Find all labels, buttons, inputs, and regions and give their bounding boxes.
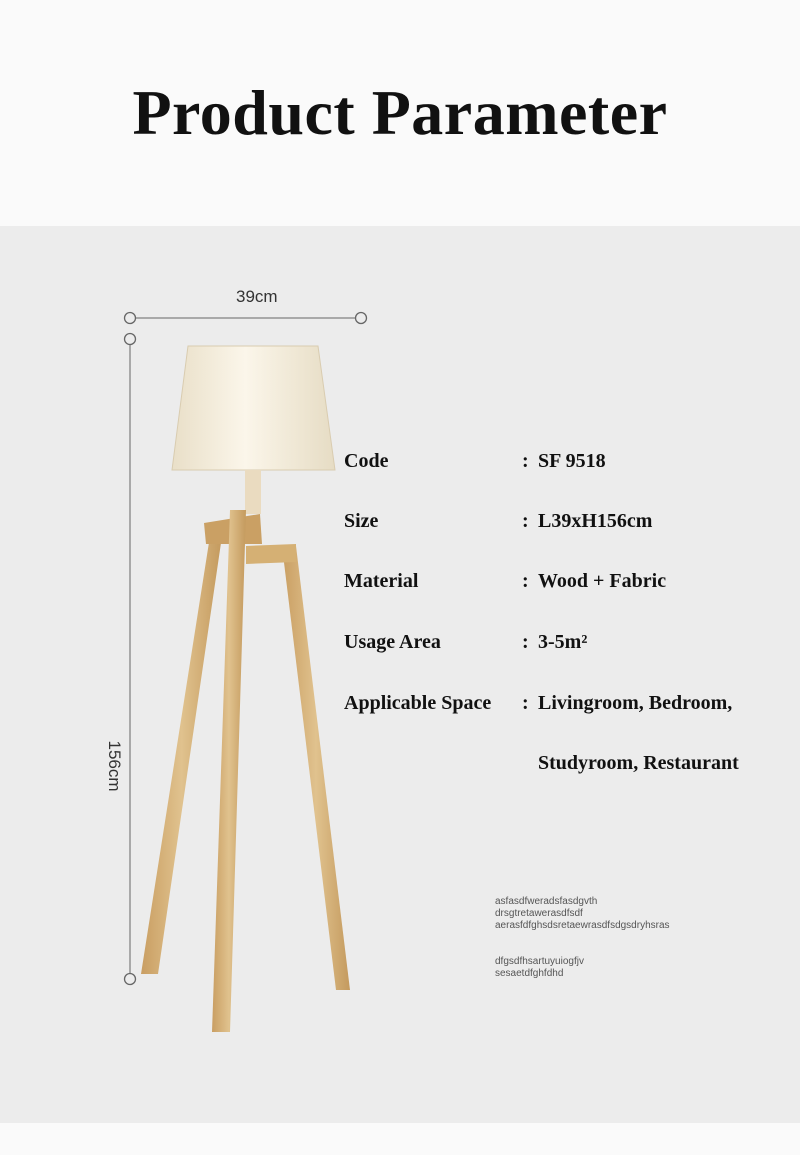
note-line: aerasfdfghsdsretaewrasdfsdgsdryhsras bbox=[495, 920, 670, 931]
spec-value: SF 9518 bbox=[538, 450, 606, 472]
width-label: 39cm bbox=[236, 287, 278, 306]
tripod-leg-back bbox=[282, 546, 350, 990]
spec-label: Material bbox=[344, 570, 419, 592]
spec-value: 3-5m² bbox=[538, 631, 588, 653]
height-label: 156cm bbox=[105, 740, 124, 792]
product-panel bbox=[0, 226, 800, 1123]
spec-value: Wood + Fabric bbox=[538, 570, 667, 592]
spec-separator: : bbox=[522, 510, 529, 532]
applicable-space-continued: Studyroom, Restaurant bbox=[538, 752, 739, 774]
spec-label: Size bbox=[344, 510, 379, 532]
spec-separator: : bbox=[522, 570, 529, 592]
spec-separator: : bbox=[522, 450, 529, 472]
tripod-joint-front bbox=[246, 544, 296, 564]
spec-separator: : bbox=[522, 692, 529, 714]
tripod-leg-front bbox=[212, 510, 246, 1032]
spec-label: Applicable Space bbox=[344, 692, 492, 714]
lamp-stem bbox=[245, 470, 261, 514]
width-dimension-line bbox=[125, 313, 367, 324]
note-line: sesaetdfghfdhd bbox=[495, 968, 564, 979]
note-line: asfasdfweradsfasdgvth bbox=[495, 896, 598, 907]
note-group-2 bbox=[495, 956, 584, 980]
tripod-leg-left bbox=[141, 536, 222, 974]
spec-label: Code bbox=[344, 450, 389, 472]
spec-value: L39xH156cm bbox=[538, 510, 653, 532]
page-title: Product Parameter bbox=[132, 77, 668, 148]
height-dimension-line bbox=[125, 334, 136, 985]
spec-value: Livingroom, Bedroom, bbox=[538, 692, 733, 714]
lamp-shade bbox=[172, 346, 335, 470]
spec-label: Usage Area bbox=[344, 631, 441, 653]
note-group-1 bbox=[495, 896, 670, 932]
note-line: dfgsdfhsartuyuiogfjv bbox=[495, 956, 584, 967]
floor-lamp-illustration bbox=[0, 226, 800, 1123]
note-line: drsgtretawerasdfsdf bbox=[495, 908, 583, 919]
spec-separator: : bbox=[522, 631, 529, 653]
